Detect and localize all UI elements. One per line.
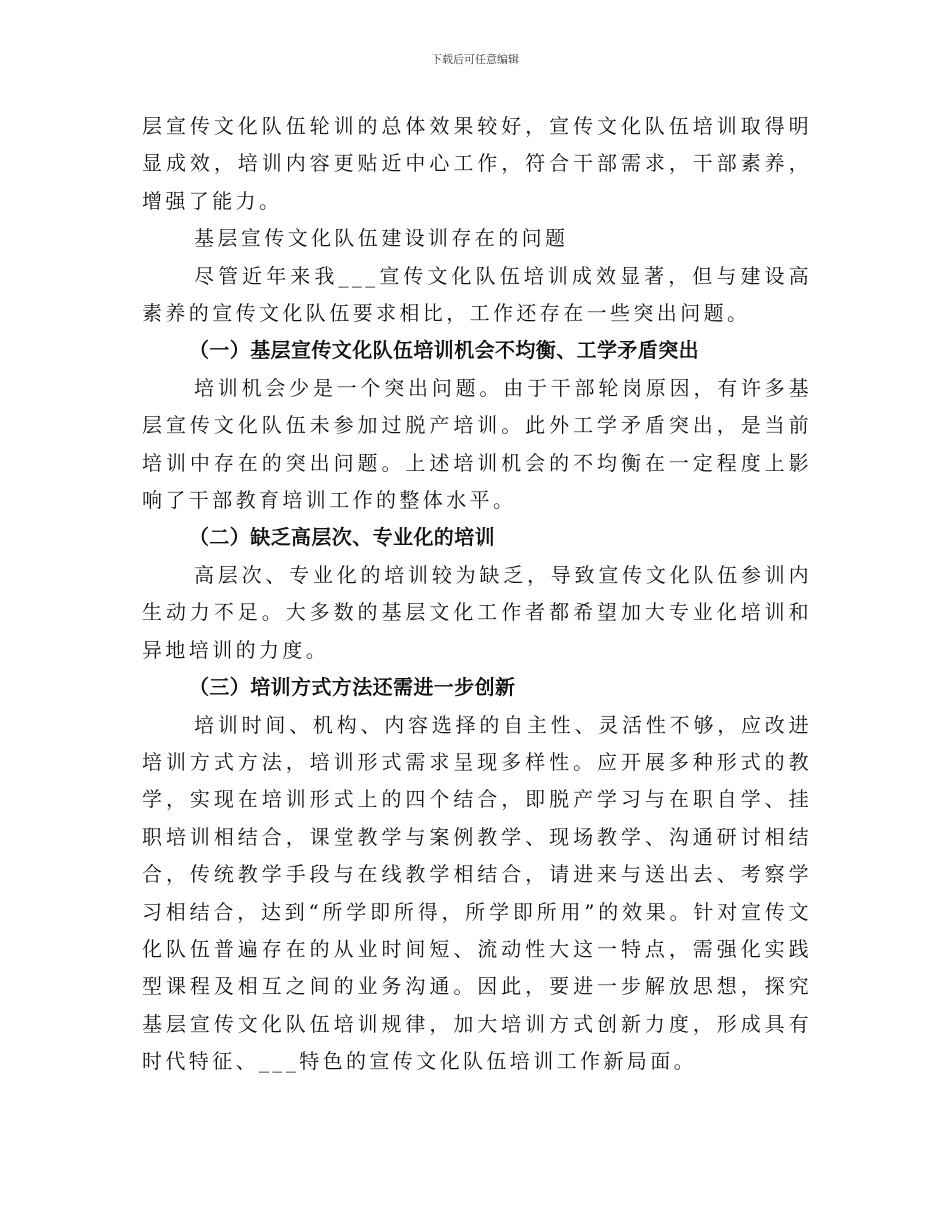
document-body <box>142 108 812 1081</box>
heading-1: （一）基层宣传文化队伍培训机会不均衡、工学矛盾突出 <box>189 338 699 363</box>
intro-paragraph: 尽管近年来我___宣传文化队伍培训成效显著，但与建设高素养的宣传文化队伍要求相比，工作还存在一些突出问题。 <box>142 263 812 326</box>
page-header: 下载后可任意编辑 <box>431 53 519 66</box>
heading-3: （三）培训方式方法还需进一步创新 <box>189 675 516 700</box>
paragraph-3: 培训时间、机构、内容选择的自主性、灵活性不够，应改进培训方式方法，培训形式需求呈现多样性。应开展多种形式的教学，实现在培训形式上的四个结合，即脱产学习与在职自学、挂职培训相结合，课堂教学与案例教学、现场教学、沟通研讨相结合，传统教学手段与在线教学相结合，请进来与送出去、考察学习相结合，达到“所学即所得，所学即所用”的效果。针对宣传文化队伍普遍存在的从业时间短、流动性大这一特点，需强化实践型课程及相互之间的业务沟通。因此，要进一步解放思想，探究基层宣传文化队伍培训规律，加大培训方式创新力度，形成具有时代特征、___特色的宣传文化队伍培训工作新局面。 <box>142 712 812 1074</box>
paragraph-2: 高层次、专业化的培训较为缺乏，导致宣传文化队伍参训内生动力不足。大多数的基层文化工作者都希望加大专业化培训和异地培训的力度。 <box>142 562 812 662</box>
paragraph-continued: 层宣传文化队伍轮训的总体效果较好，宣传文化队伍培训取得明显成效，培训内容更贴近中心工作，符合干部需求，干部素养，增强了能力。 <box>142 114 812 213</box>
heading-2: （二）缺乏高层次、专业化的培训 <box>189 525 495 550</box>
section-title: 基层宣传文化队伍建设训存在的问题 <box>194 226 569 251</box>
paragraph-1: 培训机会少是一个突出问题。由于干部轮岗原因，有许多基层宣传文化队伍未参加过脱产培训。此外工学矛盾突出，是当前培训中存在的突出问题。上述培训机会的不均衡在一定程度上影响了干部教育培训工作的整体水平。 <box>142 375 812 513</box>
